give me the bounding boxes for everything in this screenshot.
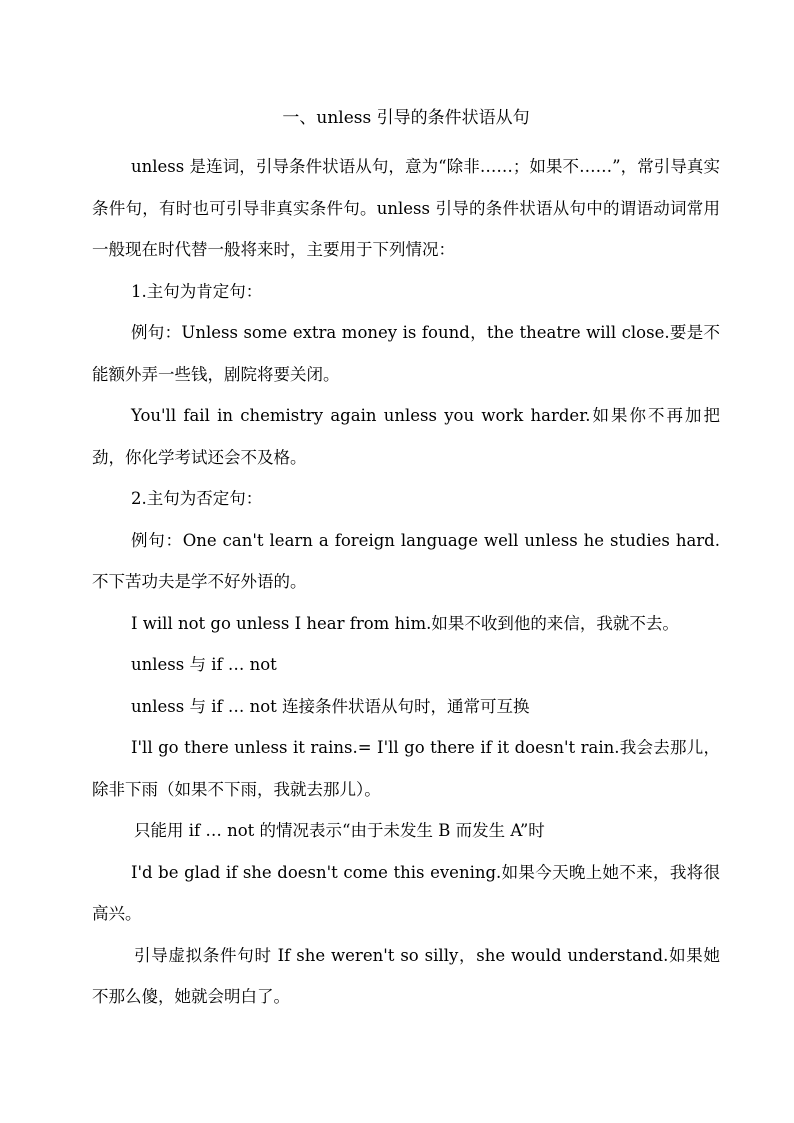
example-sentence: You'll fail in chemistry again unless you work harder.如果你不再加把劲，你化学考试还会不及格。: [92, 406, 720, 467]
subjunctive-example: 引导虚拟条件句时 If she weren't so silly，she would understand.如果她不那么傻，她就会明白了。: [92, 945, 720, 1006]
interchange-note: unless 与 if … not 连接条件状语从句时，通常可互换: [131, 696, 530, 716]
if-not-only-note: 只能用 if … not 的情况表示“由于未发生 B 而发生 A”时: [134, 821, 545, 840]
case-1-heading: 1.主句为肯定句：: [131, 281, 263, 301]
section-title: 一、unless 引导的条件状语从句: [282, 108, 530, 128]
example-sentence: 例句：One can't learn a foreign language well unless he studies hard.不下苦功夫是学不好外语的。: [92, 530, 720, 591]
case-2-heading: 2.主句为否定句：: [131, 489, 263, 508]
example-sentence: I'd be glad if she doesn't come this evening.如果今天晚上她不来，我将很高兴。: [92, 862, 720, 923]
example-sentence: 例句：Unless some extra money is found，the theatre will close.要是不能额外弄一些钱，剧院将要关闭。: [92, 323, 720, 384]
example-sentence: I will not go unless I hear from him.如果不收到他的来信，我就不去。: [131, 613, 679, 633]
intro-paragraph: unless 是连词，引导条件状语从句，意为“除非……；如果不……”，常引导真实条件句，有时也可引导非真实条件句。unless 引导的条件状语从句中的谓语动词常用一般现在时代替一般将来时，主要用于下列情况：: [92, 157, 720, 259]
subheading-unless-if-not: unless 与 if … not: [131, 655, 277, 674]
document-content: [92, 104, 720, 1018]
example-sentence: I'll go there unless it rains.= I'll go there if it doesn't rain.我会去那儿，除非下雨（如果不下雨，我就去那儿）。: [92, 738, 720, 799]
